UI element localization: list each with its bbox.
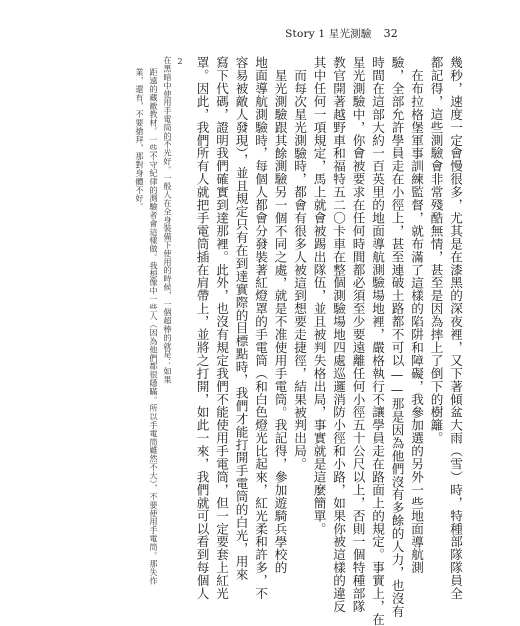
footnote-line: 業，還有，不要搶拜，那對身體不好。	[135, 68, 145, 211]
text-column: 幾秒，速度一定會慢很多，尤其是在漆黑的深夜裡，又下著傾盆大雨（雪）時，特種部隊隊員全	[448, 56, 463, 600]
text-column: 時間在這部大約一百英里的地面導航測驗場地裡，嚴格執行不讓學員走在路面上的規定。事實上，在	[370, 56, 385, 626]
text-column: 都記得，這些測驗會非常殘酷無情，甚至是因為摔上了倒下的樹籬。	[428, 56, 444, 445]
text-column: 而每次星光測驗時，都會有很多人被這到想要走捷徑，結果被判出局。	[292, 69, 307, 471]
running-header	[285, 26, 398, 41]
text-column: 寫下代碼，證明我們確實到達那裡。此外，也沒有規定我們不能使用手電筒，但一定要套上紅光	[214, 56, 229, 600]
footnote	[135, 56, 186, 585]
text-column: 星光測驗中，你會被要求在任何時間都必須至少要遠離任何小徑五十公尺以上，否則一個特種部隊	[350, 56, 366, 613]
footnote-line: 距遠的藏敵教材。一些不守紀律的測驗者會這樣做。我想像中一些人（因為他們都很隱瞞。所以手電筒雖然不大），不要使用手電筒。那失作	[149, 68, 159, 585]
text-column: 星光測驗跟其餘測驗另一個不同之處，就是不准使用手電筒。我記得，參加遊騎兵學校的	[272, 69, 288, 575]
main-text	[190, 56, 465, 626]
text-column: 容易被敵人發現），並且規定只有在到達實際的目標點時，我們才能打開手電筒的白光，用來	[233, 56, 249, 581]
text-column: 教官開著越野車和福特五二〇卡車在整個測驗場地四處巡邏消防小徑和小路，如果你被這樣的違反	[331, 56, 346, 613]
footnote-line: 在黑暗中使用手電筒的不光好。一般人在全身裝備下使用的時候，一個超棒的就是：如果	[163, 56, 173, 384]
text-column: 在布拉格堡軍事訓練監督，就布滿了這樣的陷阱和障礙，我參加選的另外一些地面導航測	[409, 69, 424, 575]
text-column: 其中任何一項規定，馬上就會被踢出隊伍，並且被判失格出局，事實就是這麼簡單。	[311, 56, 327, 536]
text-column: 罩。因此，我們所有人就把手電筒插在肩帶上，並將之打開，如此一來，我們就可以看到每個人	[194, 56, 210, 600]
text-column: 驗，全部允許學員走在小徑上，甚至連破土路都不可以——那是因為他們沒有多餘的人力，也沒有	[389, 56, 405, 618]
page-number: 32	[383, 27, 398, 40]
footnote-marker: 2	[175, 56, 185, 67]
text-column: 地面導航測驗時，每個人都會分發裝著紅燈罩的手電筒（和白色燈光比起來，紅光柔和許多，不	[253, 56, 268, 600]
section-title: Story 1 星光測驗	[285, 28, 372, 40]
